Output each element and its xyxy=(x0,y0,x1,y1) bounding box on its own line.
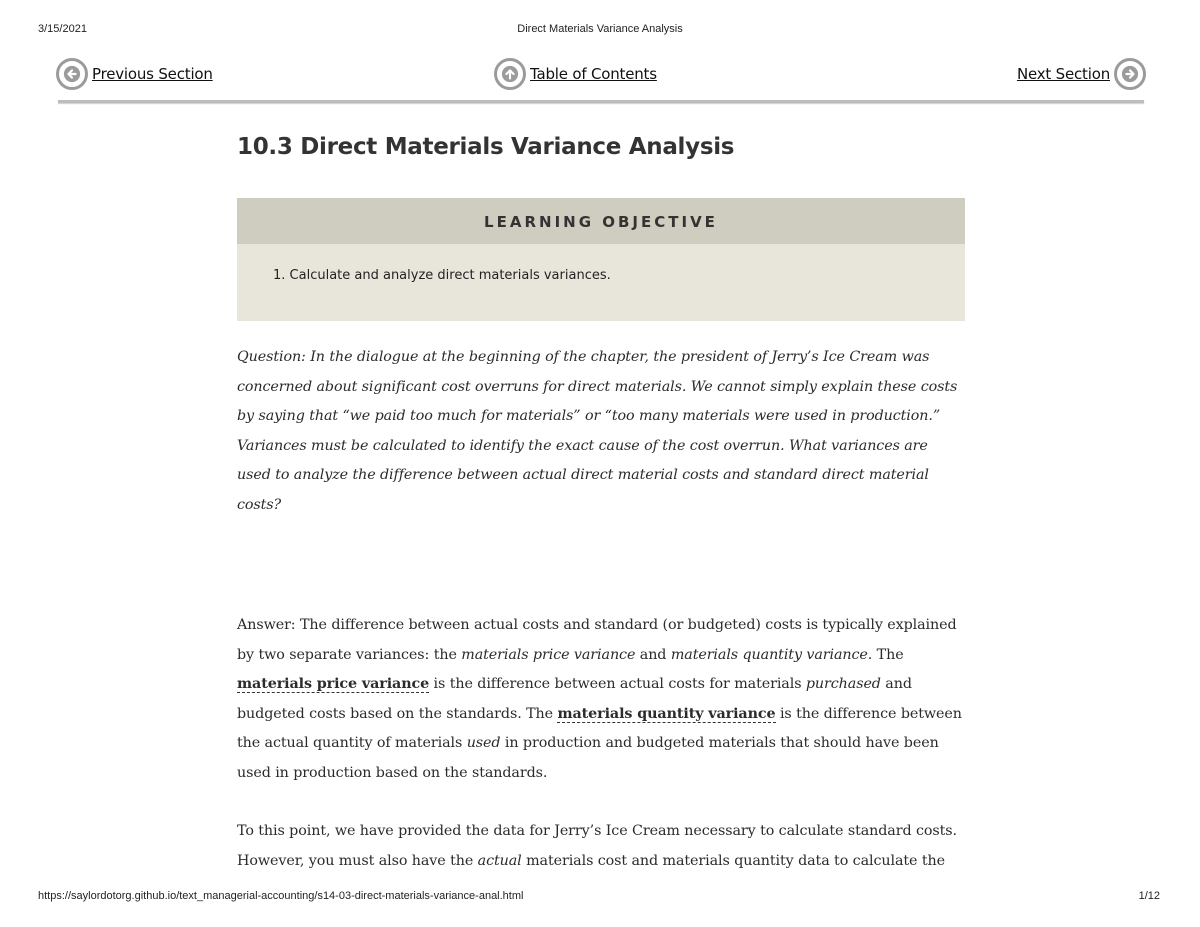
body-paragraph xyxy=(237,817,965,876)
text-run: used xyxy=(466,735,501,751)
text-run: and xyxy=(635,646,671,663)
text-run: Answer: The difference between actual costs and standard (or budgeted) costs is typically explained by two separate variances: the xyxy=(237,617,957,663)
text-run: purchased xyxy=(805,676,881,692)
page-title: 10.3 Direct Materials Variance Analysis xyxy=(237,134,735,160)
text-run: actual xyxy=(477,852,522,869)
table-of-contents-label: Table of Contents xyxy=(530,65,657,83)
text-run: in production and budgeted materials that should have been used in production based on the standards. xyxy=(237,735,939,781)
glossary-term-quantity-variance[interactable]: materials quantity variance xyxy=(557,705,776,722)
text-run: is the difference between the actual quantity of materials xyxy=(237,705,962,751)
text-run: materials quantity variance xyxy=(670,646,868,663)
arrow-left-icon xyxy=(56,58,88,90)
text-run: materials price variance xyxy=(461,646,636,663)
next-section-link[interactable] xyxy=(1017,58,1146,90)
section-navigation xyxy=(56,58,1146,96)
text-run: is the difference between actual costs for materials xyxy=(429,676,806,692)
text-run: To this point, we have provided the data for Jerry’s Ice Cream necessary to calculate standard costs. However, you must also have the xyxy=(237,823,957,869)
text-run: . The xyxy=(867,646,904,663)
arrow-up-icon xyxy=(494,58,526,90)
glossary-term-price-variance[interactable]: materials price variance xyxy=(237,676,430,692)
article xyxy=(237,134,965,869)
question-paragraph: Question: In the dialogue at the beginning of the chapter, the president of Jerry’s Ice Cream was concerned about significant cost overruns for direct materials. We cannot simply explain these costs by saying that “we paid too much for materials” or “too many materials were used in production.” Variances must be calculated to identify the exact cause of the cost overrun. What variances are used to analyze the difference between actual direct material costs and standard direct material costs? xyxy=(237,349,958,513)
table-of-contents-link[interactable] xyxy=(494,58,657,90)
arrow-right-icon xyxy=(1114,58,1146,90)
text-run: and budgeted costs based on the standards. The xyxy=(237,676,912,722)
print-date: 3/15/2021 xyxy=(38,23,87,35)
print-title: Direct Materials Variance Analysis xyxy=(517,23,683,35)
previous-section-label: Previous Section xyxy=(92,65,213,83)
learning-objective-box xyxy=(237,198,965,321)
learning-objective-item: 1. Calculate and analyze direct materials variances. xyxy=(273,268,611,283)
answer-paragraph xyxy=(237,611,965,788)
next-section-label: Next Section xyxy=(1016,65,1110,83)
page-number: 1/12 xyxy=(1138,890,1160,902)
print-url: https://saylordotorg.github.io/text_managerial-accounting/s14-03-direct-materials-variance-anal.html xyxy=(38,890,524,902)
nav-divider xyxy=(58,100,1144,103)
learning-objective-heading: LEARNING OBJECTIVE xyxy=(237,198,965,244)
text-run: materials cost and materials quantity data to calculate the xyxy=(521,852,945,869)
previous-section-link[interactable] xyxy=(56,58,213,90)
